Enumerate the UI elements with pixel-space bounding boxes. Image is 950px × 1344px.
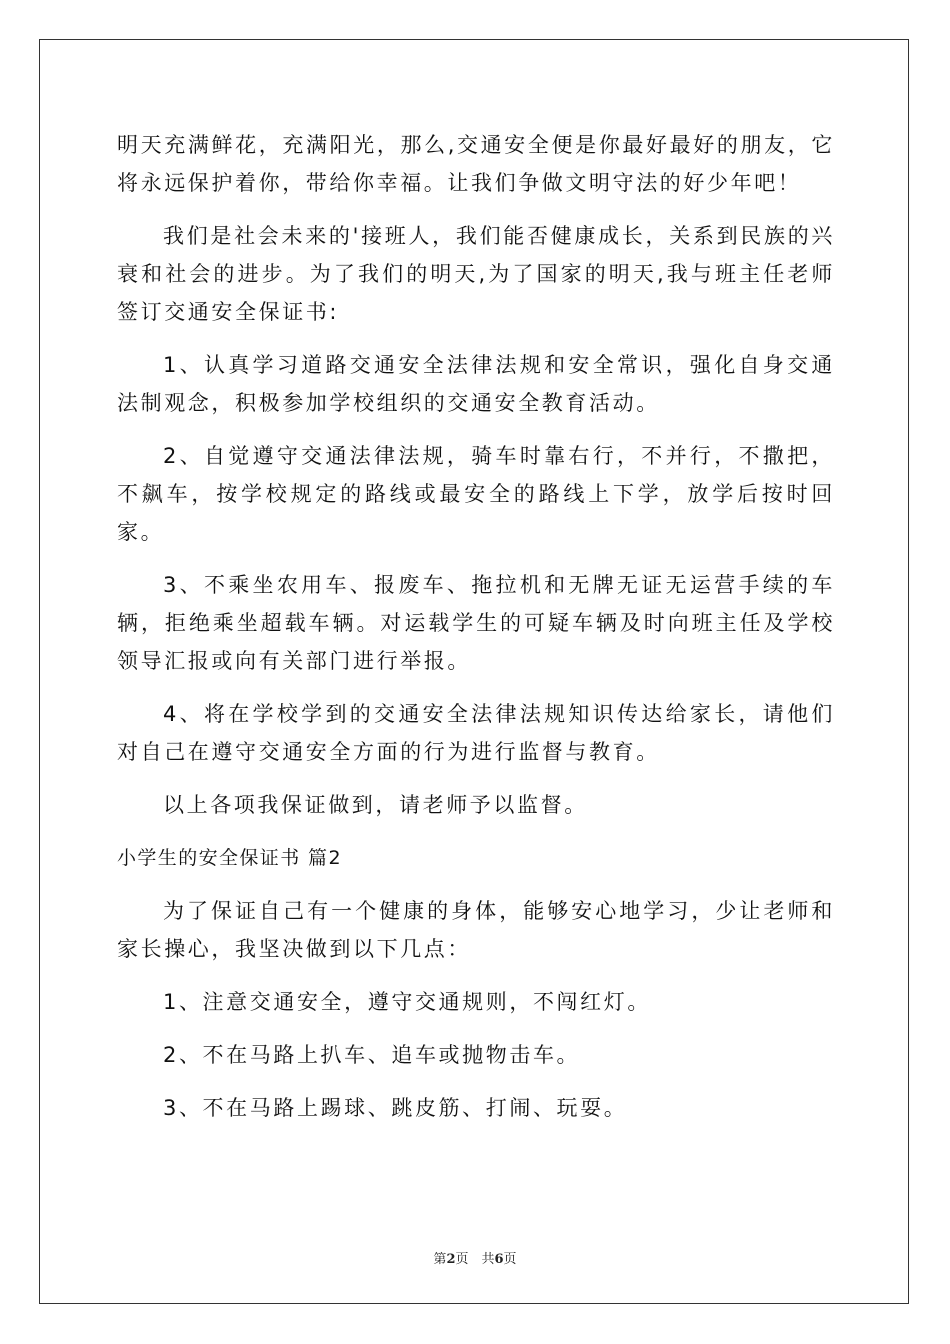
paragraph: 1、注意交通安全，遵守交通规则，不闯红灯。 [163, 990, 651, 1014]
paragraph: 1、认真学习道路交通安全法律法规和安全常识，强化自身交通法制观念，积极参加学校组织的交通安全教育活动。 [117, 353, 835, 415]
page-footer [0, 1248, 950, 1267]
footer-total-pages: 6 [494, 1252, 504, 1267]
footer-prefix: 第 [433, 1252, 447, 1267]
document-body [117, 126, 835, 1142]
section-title: 小学生的安全保证书 篇2 [117, 847, 342, 869]
paragraph: 2、自觉遵守交通法律法规，骑车时靠右行，不并行，不撒把，不飙车，按学校规定的路线或最安全的路线上下学，放学后按时回家。 [117, 444, 835, 544]
paragraph: 4、将在学校学到的交通安全法律法规知识传达给家长，请他们对自己在遵守交通安全方面的行为进行监督与教育。 [117, 702, 835, 764]
paragraph: 明天充满鲜花，充满阳光，那么,交通安全便是你最好最好的朋友，它将永远保护着你，带给你幸福。让我们争做文明守法的好少年吧！ [117, 133, 835, 195]
paragraph: 2、不在马路上扒车、追车或抛物击车。 [163, 1043, 581, 1067]
paragraph: 为了保证自己有一个健康的身体，能够安心地学习，少让老师和家长操心，我坚决做到以下几点： [117, 899, 835, 961]
footer-page-number: 2 [446, 1252, 456, 1267]
paragraph: 以上各项我保证做到，请老师予以监督。 [163, 793, 588, 817]
paragraph: 3、不乘坐农用车、报废车、拖拉机和无牌无证无运营手续的车辆，拒绝乘坐超载车辆。对运载学生的可疑车辆及时向班主任及学校领导汇报或向有关部门进行举报。 [117, 573, 835, 673]
footer-middle: 页 共 [455, 1252, 495, 1267]
paragraph: 我们是社会未来的'接班人，我们能否健康成长，关系到民族的兴衰和社会的进步。为了我们的明天,为了国家的明天,我与班主任老师签订交通安全保证书: [117, 224, 835, 324]
paragraph: 3、不在马路上踢球、跳皮筋、打闹、玩耍。 [163, 1096, 628, 1120]
footer-suffix: 页 [503, 1252, 517, 1267]
